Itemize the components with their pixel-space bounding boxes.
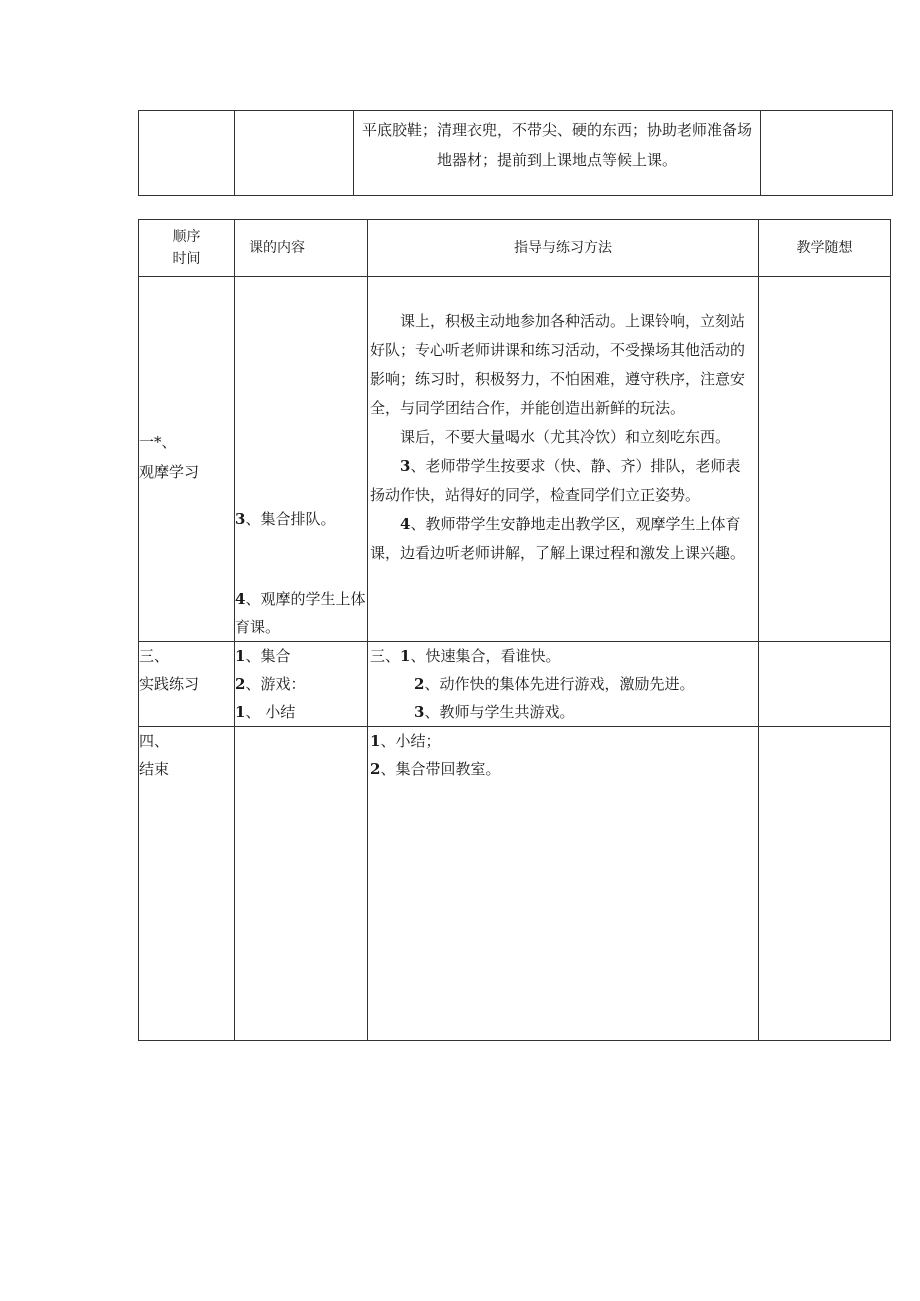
header-order-line1: 顺序	[172, 229, 201, 245]
lesson-table	[138, 219, 891, 1041]
method-paragraph-line-up: 3、老师带学生按要求（快、静、齐）排队，老师表扬动作快，站得好的同学，检查同学们立正姿势。	[370, 457, 741, 504]
method-paragraph-in-class: 课上，积极主动地参加各种活动。上课铃响，立刻站好队；专心听老师讲课和练习活动，不受操场其他活动的影响；练习时，积极努力，不怕困难，遵守秩序，注意安全，与同学团结合作，并能创造出新鲜的玩法。	[370, 312, 746, 417]
method-paragraph-after-class: 课后，不要大量喝水（尤其冷饮）和立刻吃东西。	[400, 428, 731, 446]
method-paragraph-observe: 4、教师带学生安静地走出教学区，观摩学生上体育课，边看边听老师讲解，了解上课过程和激发上课兴趣。	[370, 515, 746, 562]
content-item-game: 2、游戏：	[235, 675, 306, 693]
section-observe-content	[235, 277, 368, 642]
header-method: 指导与练习方法	[368, 220, 759, 277]
header-row	[139, 220, 891, 277]
prep-text: 平底胶鞋；清理衣兜，不带尖、硬的东西；协助老师准备场地器材；提前到上课地点等候上课。	[362, 121, 753, 169]
section-end-content	[235, 727, 368, 1041]
section-observe-row	[139, 277, 891, 642]
section-observe-number: 一*、	[139, 433, 177, 451]
header-notes: 教学随想	[759, 220, 891, 277]
section-observe-order	[139, 277, 235, 642]
practice-method-2: 2、动作快的集体先进行游戏，激励先进。	[414, 675, 695, 693]
section-practice-method	[368, 642, 759, 727]
practice-method-1: 三、1、快速集合，看谁快。	[370, 647, 561, 665]
section-end-order	[139, 727, 235, 1041]
section-practice-number: 三、	[139, 647, 170, 665]
header-order	[139, 220, 235, 277]
section-practice-notes	[759, 642, 891, 727]
section-end-title: 结束	[139, 760, 170, 778]
section-end-method	[368, 727, 759, 1041]
header-order-line2: 时间	[172, 251, 201, 267]
section-observe-notes	[759, 277, 891, 642]
section-practice-order	[139, 642, 235, 727]
content-item-summary: 1、 小结	[235, 703, 296, 721]
prep-table	[138, 110, 893, 196]
section-end-number: 四、	[139, 732, 170, 750]
section-observe-title: 观摩学习	[139, 463, 200, 481]
prep-order-cell	[139, 111, 235, 196]
prep-notes-cell	[761, 111, 893, 196]
practice-method-3: 3、教师与学生共游戏。	[414, 703, 575, 721]
section-end-row	[139, 727, 891, 1041]
header-content: 课的内容	[235, 220, 368, 277]
section-observe-method	[368, 277, 759, 642]
end-method-return: 2、集合带回教室。	[370, 760, 501, 778]
content-item-observe-class: 4、观摩的学生上体育课。	[235, 590, 366, 636]
prep-method-cell	[354, 111, 761, 196]
section-end-notes	[759, 727, 891, 1041]
section-practice-row	[139, 642, 891, 727]
end-method-summary: 1、小结；	[370, 732, 441, 750]
prep-content-cell	[235, 111, 354, 196]
content-item-assemble: 1、集合	[235, 647, 291, 665]
section-practice-content	[235, 642, 368, 727]
content-item-line-up: 3、集合排队。	[235, 510, 336, 528]
section-practice-title: 实践练习	[139, 675, 200, 693]
